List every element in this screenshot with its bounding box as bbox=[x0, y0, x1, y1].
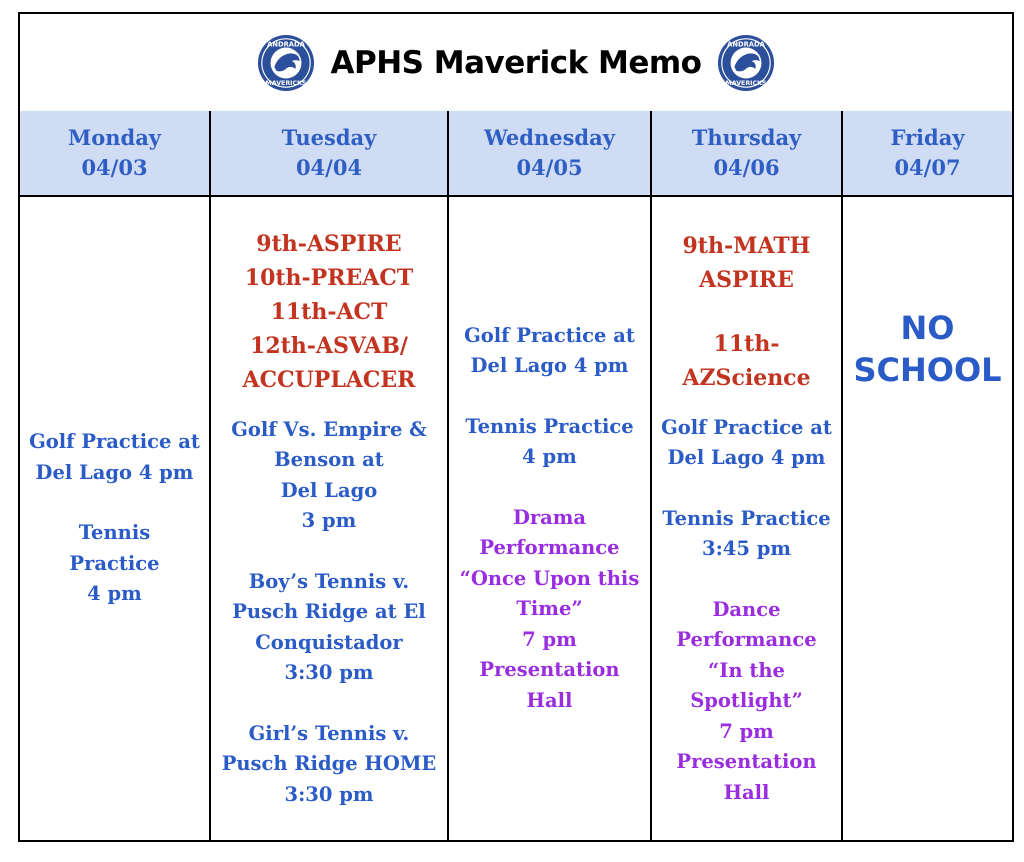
header-tuesday bbox=[211, 111, 449, 195]
event-line: NO bbox=[900, 309, 955, 347]
tuesday-girls-tennis bbox=[222, 719, 437, 811]
wednesday-golf-practice bbox=[464, 321, 635, 382]
day-name: Wednesday bbox=[484, 125, 615, 150]
tuesday-golf-match bbox=[231, 415, 427, 537]
event-line: SCHOOL bbox=[853, 351, 1002, 389]
header-wednesday bbox=[449, 111, 652, 195]
svg-text:ANDRADA: ANDRADA bbox=[727, 40, 766, 49]
monday-events bbox=[20, 197, 211, 840]
title-row bbox=[20, 14, 1012, 113]
event-line: 11th- bbox=[713, 330, 780, 357]
event-line: 9th-ASPIRE bbox=[256, 230, 402, 257]
event-line: Performance bbox=[479, 536, 620, 560]
event-line: 11th-ACT bbox=[270, 298, 388, 325]
event-line: Presentation bbox=[479, 658, 620, 682]
thursday-testing-11th bbox=[682, 327, 810, 395]
event-line: 12th-ASVAB/ bbox=[250, 332, 408, 359]
day-date: 04/04 bbox=[295, 155, 363, 180]
day-name: Monday bbox=[67, 125, 161, 150]
event-line: Tennis Practice bbox=[662, 506, 831, 530]
event-line: Del Lago 4 pm bbox=[470, 354, 629, 378]
wednesday-drama-performance bbox=[460, 503, 640, 717]
thursday-dance-performance bbox=[676, 595, 816, 809]
event-line: Golf Practice at bbox=[464, 323, 635, 347]
day-header-row bbox=[20, 111, 1012, 197]
event-line: 3:30 pm bbox=[284, 782, 374, 806]
friday-events bbox=[843, 197, 1012, 840]
header-friday bbox=[843, 111, 1012, 195]
thursday-testing-9th bbox=[683, 229, 811, 297]
day-date: 04/05 bbox=[516, 155, 583, 180]
event-line: Conquistador bbox=[255, 630, 403, 654]
event-line: Del Lago 4 pm bbox=[35, 460, 194, 484]
monday-golf-practice bbox=[29, 427, 200, 488]
wednesday-events bbox=[449, 197, 652, 840]
event-line: Practice bbox=[69, 551, 160, 575]
event-line: 3:30 pm bbox=[284, 661, 374, 685]
events-row bbox=[20, 197, 1012, 840]
day-date: 04/03 bbox=[81, 155, 148, 180]
event-line: 7 pm bbox=[522, 627, 577, 651]
tuesday-testing bbox=[243, 227, 416, 397]
event-line: Hall bbox=[526, 688, 573, 712]
event-line: Performance bbox=[676, 628, 817, 652]
event-line: Benson at bbox=[274, 448, 384, 472]
event-line: Girl’s Tennis v. bbox=[248, 721, 410, 745]
event-line: 4 pm bbox=[87, 582, 142, 606]
mavericks-logo-left bbox=[257, 34, 315, 92]
tuesday-boys-tennis bbox=[232, 567, 425, 689]
event-line: Dance bbox=[712, 597, 781, 621]
event-line: Del Lago 4 pm bbox=[667, 446, 826, 470]
event-line: 10th-PREACT bbox=[244, 264, 414, 291]
event-line: Time” bbox=[516, 597, 583, 621]
event-line: Tennis Practice bbox=[465, 414, 634, 438]
day-name: Tuesday bbox=[281, 125, 377, 150]
svg-text:MAVERICKS: MAVERICKS bbox=[265, 79, 306, 87]
thursday-golf-practice bbox=[661, 413, 832, 474]
event-line: Pusch Ridge at El bbox=[232, 600, 426, 624]
event-line: 4 pm bbox=[522, 445, 577, 469]
event-line: Drama bbox=[512, 505, 587, 529]
event-line: “Once Upon this bbox=[459, 566, 640, 590]
thursday-events bbox=[652, 197, 843, 840]
event-line: 9th-MATH bbox=[682, 232, 811, 259]
day-name: Friday bbox=[890, 125, 965, 150]
day-name: Thursday bbox=[691, 125, 802, 150]
svg-text:ANDRADA: ANDRADA bbox=[266, 40, 305, 49]
event-line: 7 pm bbox=[719, 719, 774, 743]
page-title: APHS Maverick Memo bbox=[330, 44, 702, 81]
event-line: ASPIRE bbox=[699, 266, 794, 293]
event-line: ACCUPLACER bbox=[242, 366, 416, 393]
event-line: Golf Practice at bbox=[661, 415, 832, 439]
day-date: 04/07 bbox=[894, 155, 961, 180]
memo-table bbox=[18, 12, 1014, 842]
tuesday-events bbox=[211, 197, 449, 840]
wednesday-tennis-practice bbox=[465, 412, 633, 473]
svg-text:MAVERICKS: MAVERICKS bbox=[726, 79, 767, 87]
monday-tennis-practice bbox=[69, 518, 159, 610]
thursday-tennis-practice bbox=[662, 504, 830, 565]
header-monday bbox=[20, 111, 211, 195]
day-date: 04/06 bbox=[713, 155, 780, 180]
event-line: Presentation bbox=[676, 750, 817, 774]
event-line: 3:45 pm bbox=[702, 537, 791, 561]
event-line: Hall bbox=[723, 780, 770, 804]
event-line: Pusch Ridge HOME bbox=[221, 752, 437, 776]
friday-no-school bbox=[853, 307, 1001, 391]
header-thursday bbox=[652, 111, 843, 195]
event-line: 3 pm bbox=[301, 509, 357, 533]
event-line: “In the bbox=[708, 658, 785, 682]
event-line: Golf Vs. Empire & bbox=[231, 417, 427, 441]
event-line: Tennis bbox=[78, 521, 151, 545]
event-line: Spotlight” bbox=[690, 689, 803, 713]
event-line: Boy’s Tennis v. bbox=[248, 569, 410, 593]
event-line: AZScience bbox=[682, 364, 811, 391]
event-line: Golf Practice at bbox=[29, 430, 200, 454]
event-line: Del Lago bbox=[280, 478, 378, 502]
mavericks-logo-right bbox=[717, 34, 775, 92]
